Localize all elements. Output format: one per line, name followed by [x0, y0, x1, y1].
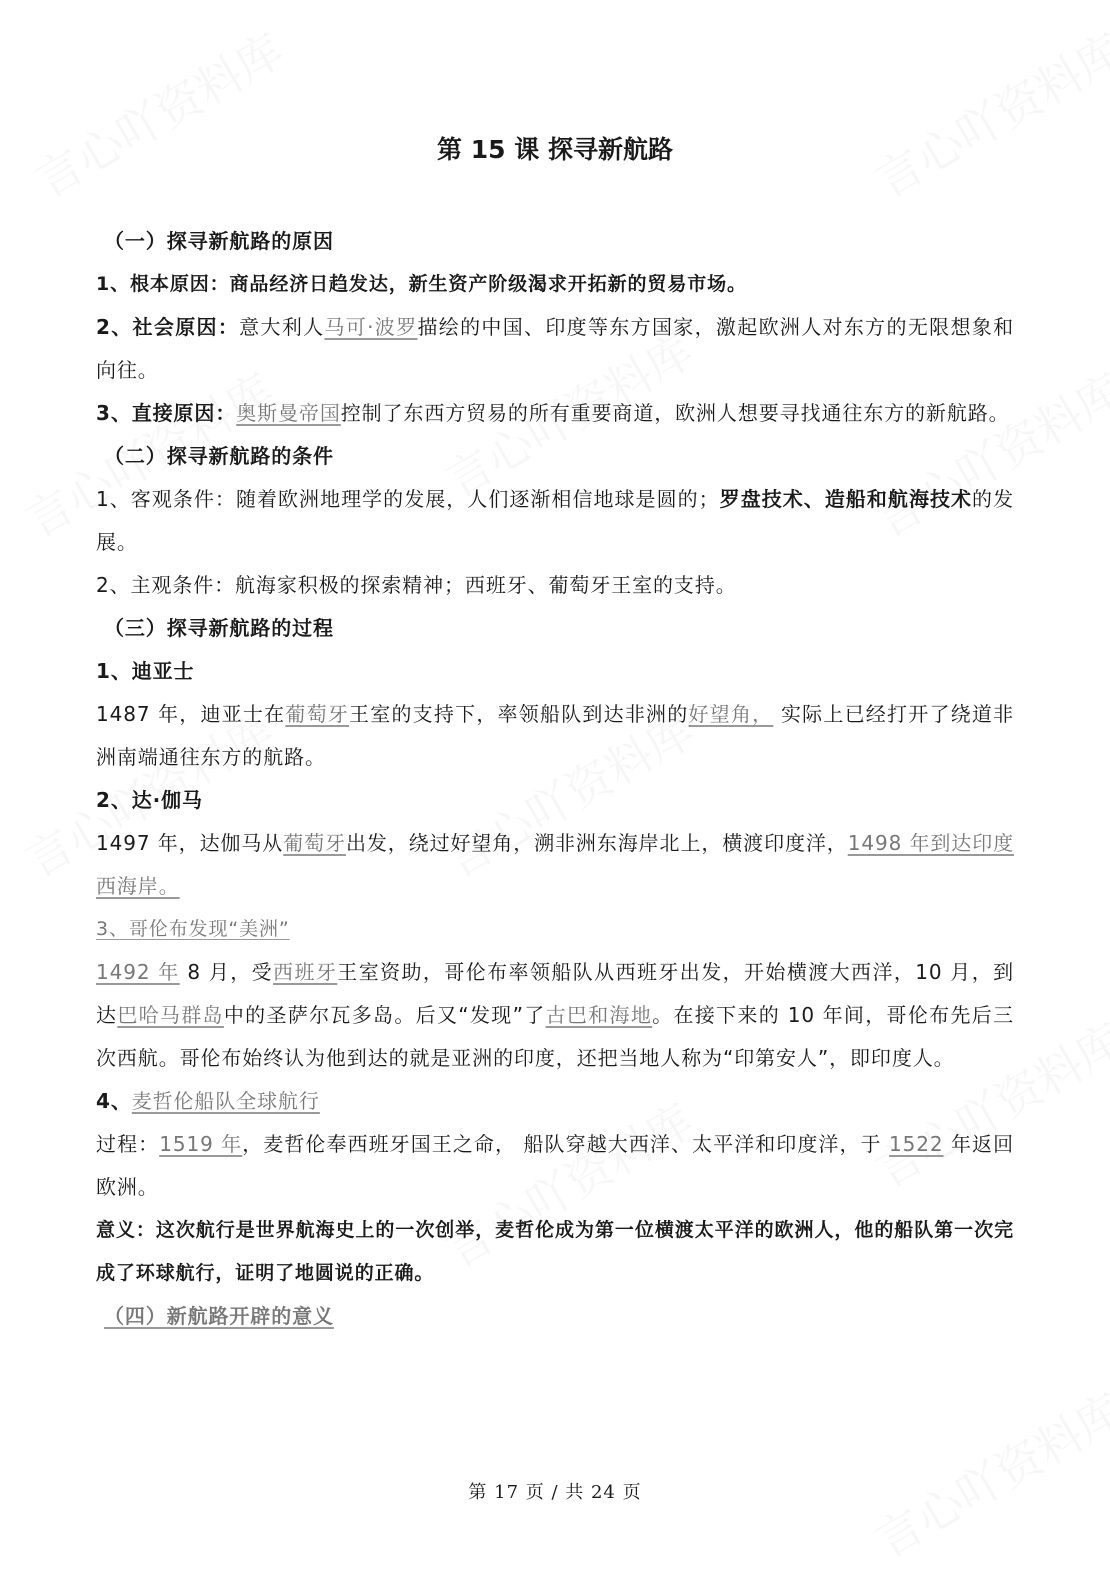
paragraph — [96, 951, 1014, 1080]
text: 实际上已经打开了绕道非洲南端通往东方的航路。 — [96, 702, 1015, 769]
paragraph: 意义：这次航行是世界航海史上的一次创举，麦哲伦成为第一位横渡太平洋的欧洲人，他的船队第一次完成了环球航行，证明了地圆说的正确。 — [96, 1219, 1014, 1284]
keyword: 罗盘技术、造船和航海技术 — [719, 487, 973, 511]
paragraph — [96, 1123, 1014, 1209]
paragraph — [96, 306, 1014, 392]
paragraph: 1、根本原因：商品经济日趋发达，新生资产阶级渴求开拓新的贸易市场。 — [96, 273, 747, 295]
text: 年返回欧洲。 — [96, 1132, 1015, 1199]
keyword: 巴哈马群岛 — [117, 1003, 224, 1027]
section-heading: （一）探寻新航路的原因 — [104, 229, 334, 253]
text: 描绘的中国、印度等东方国家，激起欧洲人对东方的无限想象和向往。 — [96, 315, 1015, 382]
text: 控制了东西方贸易的所有重要商道，欧洲人想要寻找通往东方的新航路。 — [340, 401, 1010, 425]
text: 意大利人 — [239, 315, 325, 339]
keyword: 古巴和海地 — [545, 1003, 653, 1027]
page-title: 第 15 课 探寻新航路 — [437, 135, 673, 164]
subheading — [96, 1080, 1014, 1123]
keyword: 1492 年 — [96, 960, 180, 984]
paragraph — [96, 478, 1014, 564]
keyword: 1498 年到达印度西海岸。 — [96, 831, 1015, 898]
text: 的发展。 — [96, 487, 1014, 554]
section-heading: （三）探寻新航路的过程 — [104, 616, 334, 640]
keyword: 奥斯曼帝国 — [236, 401, 341, 425]
subheading: 3、哥伦布发现“美洲” — [96, 918, 290, 940]
text: 王室资助，哥伦布率领船队从西班牙出发，开始横渡大西洋，10 月，到达 — [96, 960, 1014, 1027]
keyword: 葡萄牙 — [285, 702, 350, 726]
keyword: 1522 — [889, 1132, 944, 1156]
watermark — [862, 1375, 1110, 1570]
text: 1、客观条件：随着欧洲地理学的发展，人们逐渐相信地球是圆的； — [96, 487, 720, 511]
watermark — [22, 15, 294, 210]
page-number: 第 17 页 / 共 24 页 — [468, 1482, 642, 1503]
text: 过程： — [96, 1132, 160, 1156]
subheading: 2、达·伽马 — [96, 788, 203, 812]
keyword: 1519 年 — [159, 1132, 243, 1156]
paragraph — [96, 822, 1014, 908]
text: 王室的支持下，率领船队到达非洲的 — [349, 702, 689, 726]
text: 1487 年，迪亚士在 — [96, 702, 286, 726]
keyword: 麦哲伦船队全球航行 — [131, 1089, 320, 1113]
text: 4、 — [96, 1089, 132, 1113]
text: 1497 年，达伽马从 — [96, 831, 284, 855]
text: 。在接下来的 10 年间，哥伦布先后三次西航。哥伦布始终认为他到达的就是亚洲的印度，还把当地人称为“印第安人”，即印度人。 — [96, 1003, 1015, 1070]
label: 3、直接原因： — [96, 401, 237, 425]
label: 2、社会原因： — [96, 315, 240, 339]
section-heading: （四）新航路开辟的意义 — [104, 1304, 334, 1328]
subheading: 1、迪亚士 — [96, 659, 195, 683]
keyword: 葡萄牙 — [283, 831, 346, 855]
text: 出发，绕过好望角，溯非洲东海岸北上，横渡印度洋， — [345, 831, 848, 855]
keyword: 好望角， — [688, 702, 774, 726]
text: ，麦哲伦奉西班牙国王之命， 船队穿越大西洋、太平洋和印度洋，于 — [242, 1132, 890, 1156]
section-heading: （二）探寻新航路的条件 — [104, 444, 334, 468]
keyword: 西班牙 — [273, 960, 338, 984]
paragraph: 2、主观条件：航海家积极的探索精神；西班牙、葡萄牙王室的支持。 — [96, 573, 737, 597]
keyword: 马可·波罗 — [324, 315, 418, 339]
watermark — [862, 15, 1110, 210]
paragraph — [96, 392, 1014, 435]
text: 8 月，受 — [179, 960, 274, 984]
text: 中的圣萨尔瓦多岛。后又“发现”了 — [223, 1003, 546, 1027]
document-body — [96, 220, 1014, 1338]
paragraph — [96, 693, 1014, 779]
